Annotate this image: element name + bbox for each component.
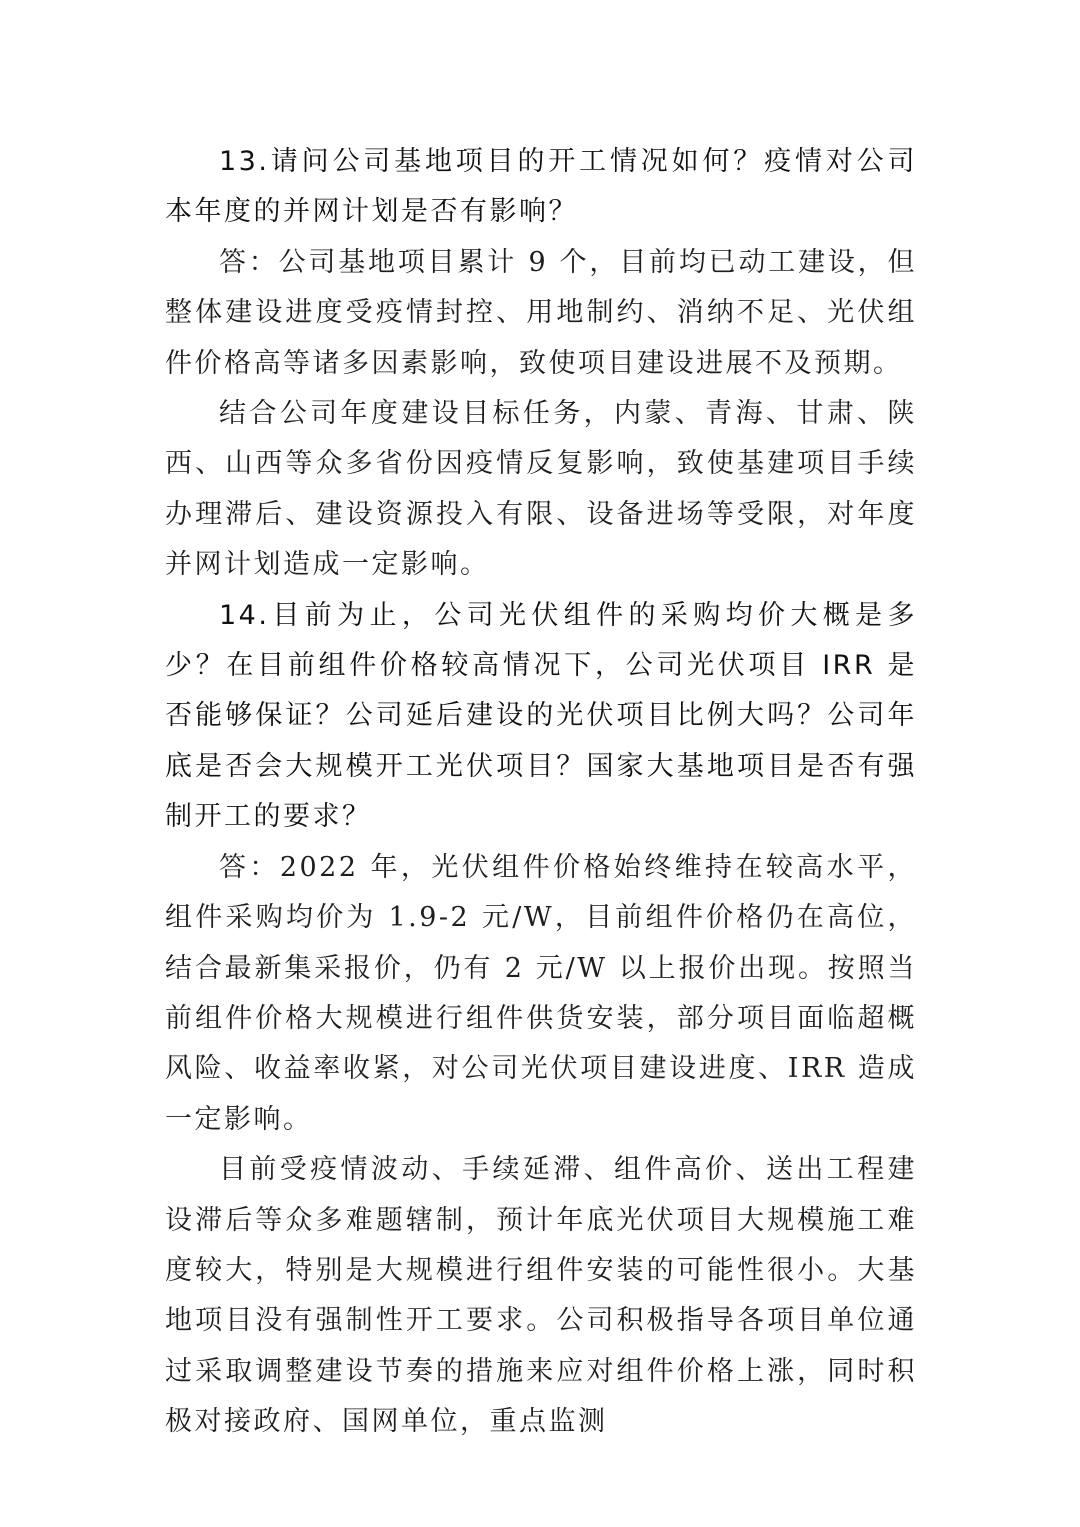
question-14: 14.目前为止，公司光伏组件的采购均价大概是多少？在目前组件价格较高情况下，公司光伏项目 IRR 是否能够保证？公司延后建设的光伏项目比例大吗？公司年底是否会大规模开工光伏项目？国家大基地项目是否有强制开工的要求？ (165, 599, 917, 833)
document-body (165, 137, 917, 1448)
answer-13: 答：公司基地项目累计 9 个，目前均已动工建设，但整体建设进度受疫情封控、用地制约、消纳不足、光伏组件价格高等诸多因素影响，致使项目建设进展不及预期。 (165, 246, 917, 379)
question-13: 13.请问公司基地项目的开工情况如何？疫情对公司本年度的并网计划是否有影响？ (165, 146, 917, 228)
answer-13-continued: 结合公司年度建设目标任务，内蒙、青海、甘肃、陕西、山西等众多省份因疫情反复影响，致使基建项目手续办理滞后、建设资源投入有限、设备进场等受限，对年度并网计划造成一定影响。 (165, 398, 917, 581)
answer-14-continued: 目前受疫情波动、手续延滞、组件高价、送出工程建设滞后等众多难题辖制，预计年底光伏项目大规模施工难度较大，特别是大规模进行组件安装的可能性很小。大基地项目没有强制性开工要求。公司积极指导各项目单位通过采取调整建设节奏的措施来应对组件价格上涨，同时积极对接政府、国网单位，重点监测 (165, 1154, 917, 1438)
answer-14: 答：2022 年，光伏组件价格始终维持在较高水平，组件采购均价为 1.9-2 元/W，目前组件价格仍在高位，结合最新集采报价，仍有 2 元/W 以上报价出现。按照当前组件价格大规模进行组件供货安装，部分项目面临超概风险、收益率收紧，对公司光伏项目建设进度、IRR 造成一定影响。 (165, 851, 917, 1135)
